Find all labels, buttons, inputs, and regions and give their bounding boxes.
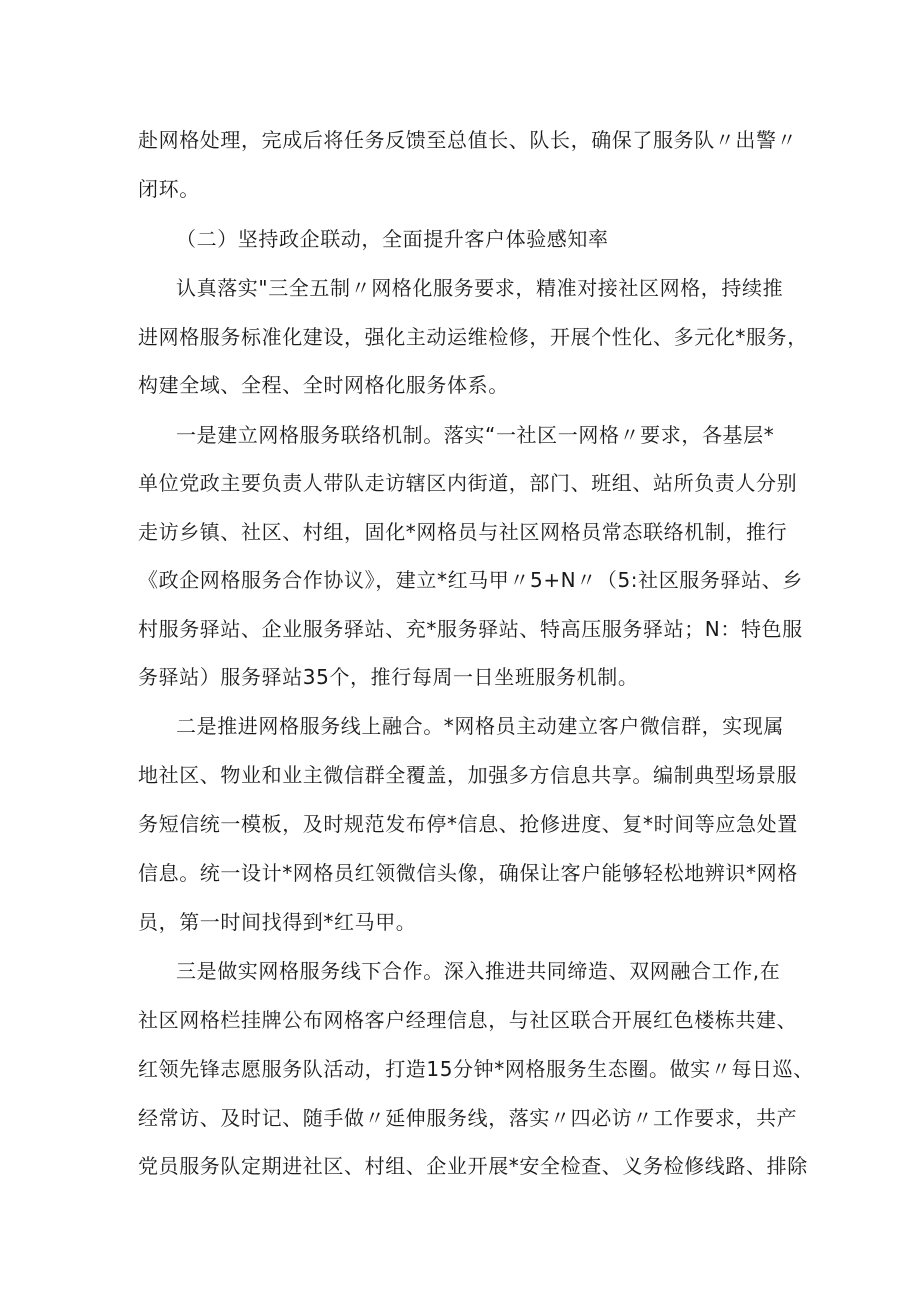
paragraph-line: 党员服务队定期进社区、村组、企业开展*安全检查、义务检修线路、排除 bbox=[138, 1154, 808, 1178]
paragraph-line: 村服务驿站、企业服务驿站、充*服务驿站、特高压服务驿站；N：特色服 bbox=[138, 617, 803, 641]
paragraph-line: 地社区、物业和业主微信群全覆盖，加强多方信息共享。编制典型场景服 bbox=[138, 763, 798, 787]
paragraph-line: 赴网格处理，完成后将任务反馈至总值长、队长，确保了服务队〃出警〃 bbox=[138, 128, 798, 152]
paragraph-line: 社区网格栏挂牌公布网格客户经理信息，与社区联合开展红色楼栋共建、 bbox=[138, 1008, 798, 1032]
paragraph-line: 认真落实"三全五制〃网格化服务要求，精准对接社区网格，持续推 bbox=[176, 276, 784, 300]
paragraph-line: 二是推进网格服务线上融合。*网格员主动建立客户微信群，实现属 bbox=[176, 714, 784, 738]
paragraph-line: 走访乡镇、社区、村组，固化*网格员与社区网格员常态联络机制，推行 bbox=[138, 520, 788, 544]
paragraph-line: 红领先锋志愿服务队活动，打造15分钟*网格服务生态圈。做实〃每日巡、 bbox=[138, 1057, 814, 1081]
paragraph-line: 三是做实网格服务线下合作。深入推进共同缔造、双网融合工作,在 bbox=[176, 959, 781, 983]
paragraph-line: 《政企网格服务合作协议》，建立*红马甲〃5+N〃（5:社区服务驿站、乡 bbox=[138, 568, 803, 592]
paragraph-line: 单位党政主要负责人带队走访辖区内街道，部门、班组、站所负责人分别 bbox=[138, 471, 798, 495]
paragraph-line: 经常访、及时记、随手做〃延伸服务线，落实〃四必访〃工作要求，共产 bbox=[138, 1106, 798, 1130]
section-heading: （二）坚持政企联动，全面提升客户体验感知率 bbox=[176, 227, 609, 251]
paragraph-line: 员，第一时间找得到*红马甲。 bbox=[138, 910, 417, 934]
paragraph-line: 一是建立网格服务联络机制。落实“一社区一网格〃要求，各基层* bbox=[176, 423, 775, 447]
paragraph-line: 信息。统一设计*网格员红领微信头像，确保让客户能够轻松地辨识*网格 bbox=[138, 861, 798, 885]
paragraph-line: 务驿站）服务驿站35个，推行每周一日坐班服务机制。 bbox=[138, 665, 639, 689]
paragraph-line: 闭环。 bbox=[138, 177, 200, 201]
paragraph-line: 构建全域、全程、全时网格化服务体系。 bbox=[138, 373, 509, 397]
paragraph-line: 务短信统一模板，及时规范发布停*信息、抢修进度、复*时间等应急处置 bbox=[138, 812, 798, 836]
paragraph-line: 进网格服务标准化建设，强化主动运维检修，开展个性化、多元化*服务， bbox=[138, 325, 808, 349]
